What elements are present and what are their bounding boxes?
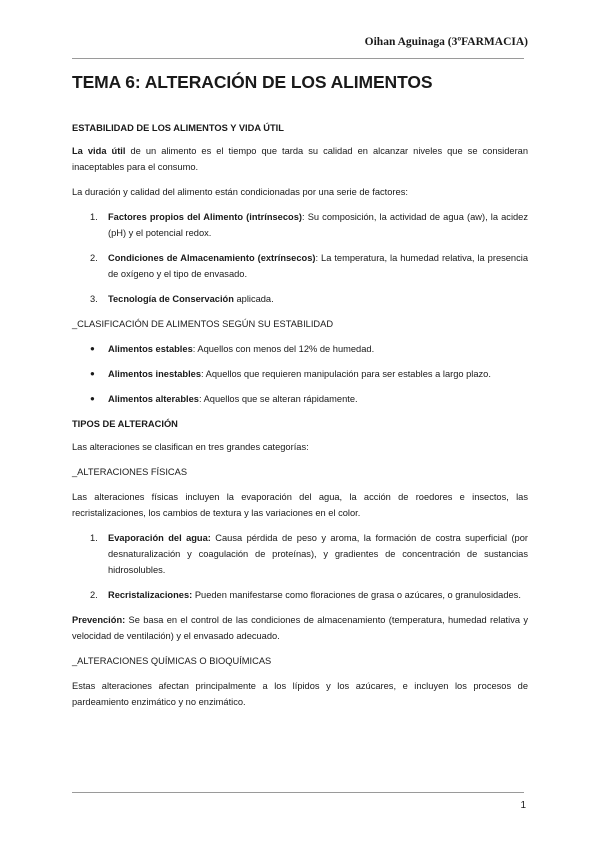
paragraph-physical-intro: Las alteraciones físicas incluyen la evaporación del agua, la acción de roedores e insectos, las recristalizaciones, los cambios de textura y las variaciones en el color.: [72, 492, 528, 518]
list-item-term: Alimentos inestables: [108, 369, 201, 379]
page-title: TEMA 6: ALTERACIÓN DE LOS ALIMENTOS: [72, 72, 433, 92]
page-header-author: Oihan Aguinaga (3ºFARMACIA): [364, 36, 528, 48]
bullet-icon: ●: [90, 369, 95, 378]
list-item: [72, 587, 528, 603]
bullet-icon: ●: [90, 394, 95, 403]
list-item: [72, 341, 528, 357]
paragraph-shelf-life: [72, 143, 528, 175]
list-number: 2.: [90, 590, 98, 600]
shelf-life-term: La vida útil: [72, 146, 126, 156]
footer-divider: [72, 792, 524, 793]
section-title-types: TIPOS DE ALTERACIÓN: [72, 419, 178, 429]
prevention-term: Prevención:: [72, 615, 126, 625]
section-title-physical: _ALTERACIONES FÍSICAS: [72, 467, 188, 477]
list-number: 1.: [90, 212, 98, 222]
list-item: [72, 209, 528, 241]
shelf-life-definition: de un alimento es el tiempo que tarda su calidad en alcanzar niveles que se consideran inaceptables para el consumo.: [72, 146, 529, 172]
paragraph-factors-intro: La duración y calidad del alimento están condicionadas por una serie de factores:: [72, 187, 408, 197]
list-number: 2.: [90, 253, 98, 263]
list-item-term: Factores propios del Alimento (intrínsecos): [108, 212, 302, 222]
list-item: [72, 391, 528, 407]
section-title-classification: _CLASIFICACIÓN DE ALIMENTOS SEGÚN SU ESTABILIDAD: [72, 319, 334, 329]
paragraph-prevention: [72, 612, 528, 644]
list-item-text: : La temperatura, la humedad relativa, la presencia de oxígeno y el tipo de envasado.: [108, 253, 528, 279]
list-number: 1.: [90, 533, 98, 543]
bullet-icon: ●: [90, 344, 95, 353]
list-item-term: Tecnología de Conservación: [108, 294, 234, 304]
list-item-text: : Aquellos con menos del 12% de humedad.: [192, 344, 375, 354]
list-item-text: aplicada.: [233, 294, 274, 304]
paragraph-chemical-intro: Estas alteraciones afectan principalmente a los lípidos y los azúcares, e incluyen los procesos de pardeamiento enzimático y no enzimático.: [72, 681, 528, 707]
section-title-chemical: _ALTERACIONES QUÍMICAS O BIOQUÍMICAS: [72, 656, 272, 666]
list-item-text: : Aquellos que requieren manipulación para ser estables a largo plazo.: [201, 369, 491, 379]
list-item: [72, 250, 528, 282]
list-item: [72, 366, 528, 382]
list-item-term: Evaporación del agua:: [108, 533, 211, 543]
list-item-text: Pueden manifestarse como floraciones de grasa o azúcares, o granulosidades.: [192, 590, 521, 600]
paragraph-types-intro: Las alteraciones se clasifican en tres grandes categorías:: [72, 442, 309, 452]
list-item-text: Causa pérdida de peso y aroma, la formación de costra superficial (por desnaturalización y coagulación de proteínas), y gradientes de concentración de sustancias hidrosolubles.: [108, 533, 528, 575]
factors-list: [72, 209, 528, 307]
list-item-text: : Su composición, la actividad de agua (aw), la acidez (pH) y el potencial redox.: [108, 212, 528, 238]
list-item-text: : Aquellos que se alteran rápidamente.: [198, 394, 358, 404]
list-item-term: Condiciones de Almacenamiento (extrínsecos): [108, 253, 316, 263]
list-item: [72, 291, 528, 307]
list-number: 3.: [90, 294, 98, 304]
classification-list: [72, 341, 528, 407]
document-body: [72, 74, 528, 719]
page-number: 1: [520, 800, 526, 811]
list-item-term: Recristalizaciones:: [108, 590, 193, 600]
list-item-term: Alimentos estables: [108, 344, 193, 354]
physical-list: [72, 530, 528, 603]
header-divider: [72, 58, 524, 59]
section-title-stability: ESTABILIDAD DE LOS ALIMENTOS Y VIDA ÚTIL: [72, 123, 284, 133]
list-item-term: Alimentos alterables: [108, 394, 199, 404]
prevention-text: Se basa en el control de las condiciones de almacenamiento (temperatura, humedad relativa y velocidad de ventilación) y el envasado adecuado.: [72, 615, 528, 641]
list-item: [72, 530, 528, 578]
